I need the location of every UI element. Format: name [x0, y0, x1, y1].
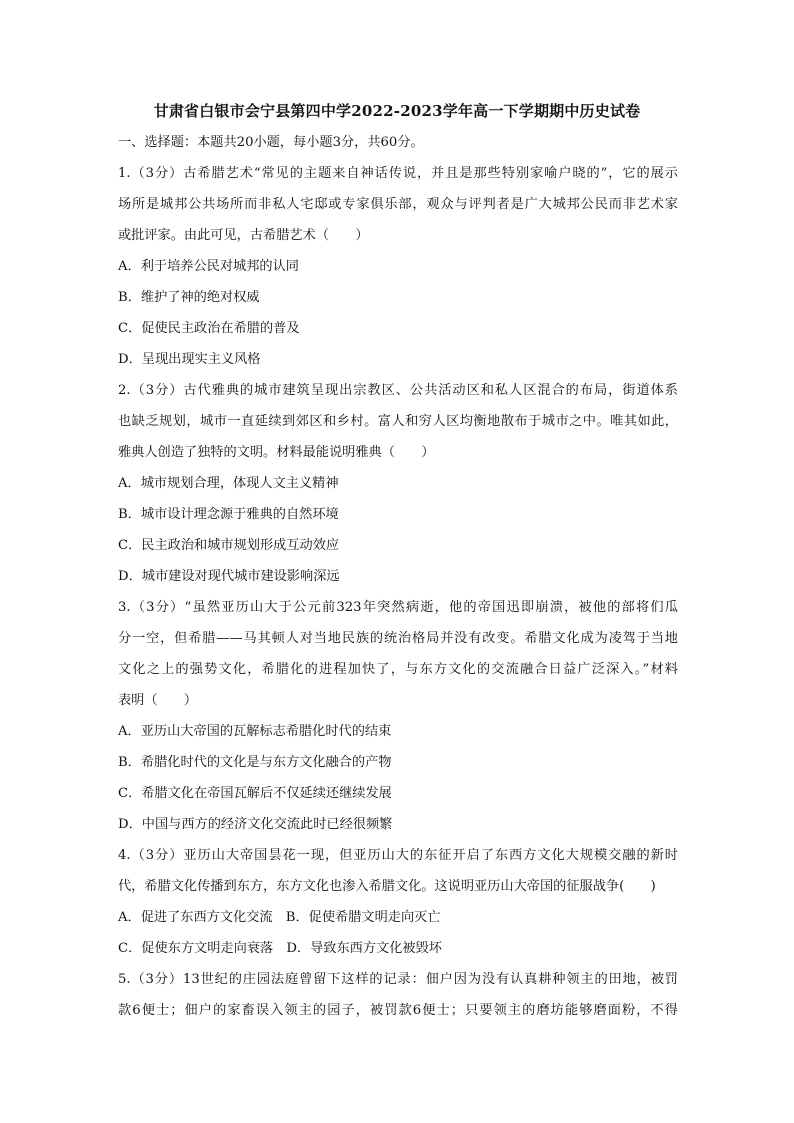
- stem-line: 4.（3分）亚历山大帝国昙花一现，但亚历山大的东征开启了东西方文化大规模交融的新时: [118, 848, 678, 863]
- question-stem: [118, 597, 678, 721]
- stem-line: 表明（ ）: [118, 693, 198, 708]
- option-d[interactable]: D．呈现出现实主义风格: [118, 352, 261, 367]
- option-d[interactable]: D．中国与西方的经济文化交流此时已经很频繁: [118, 817, 393, 832]
- stem-line: 雅典人创造了独特的文明。材料最能说明雅典（ ）: [118, 445, 435, 460]
- question-stem: [118, 163, 678, 256]
- exam-title: 甘肃省白银市会宁县第四中学2022-2023学年高一下学期期中历史试卷: [153, 102, 641, 120]
- stem-line: 文化之上的强势文化，希腊化的进程加快了，与东方文化的交流融合日益广泛深入。”材料: [118, 662, 678, 677]
- option-b[interactable]: B．城市设计理念源于雅典的自然环境: [118, 507, 339, 522]
- question-5: [118, 969, 678, 1031]
- stem-line: 5.（3分）13世纪的庄园法庭曾留下这样的记录：佃户因为没有认真耕种领主的田地，被罚: [118, 972, 678, 987]
- stem-line: 1.（3分）古希腊艺术“常见的主题来自神话传说，并且是那些特别家喻户晓的”，它的展示: [118, 166, 678, 181]
- option-a[interactable]: A．利于培养公民对城邦的认同: [118, 259, 299, 274]
- option-a[interactable]: A．亚历山大帝国的瓦解标志希腊化时代的结束: [118, 724, 392, 739]
- stem-line: 分一空，但希腊——马其顿人对当地民族的统治格局并没有改变。希腊文化成为凌驾于当地: [118, 631, 678, 646]
- stem-line: 或批评家。由此可见，古希腊艺术（ ）: [118, 228, 369, 243]
- question-3: [118, 597, 678, 845]
- stem-line: 代，希腊文化传播到东方，东方文化也渗入希腊文化。这说明亚历山大帝国的征服战争( ): [118, 879, 656, 894]
- question-2: [118, 380, 678, 597]
- question-stem: [118, 845, 678, 907]
- question-stem: [118, 969, 678, 1031]
- question-4: [118, 845, 678, 969]
- option-c[interactable]: C．希腊文化在帝国瓦解后不仅延续还继续发展: [118, 786, 392, 801]
- option-a[interactable]: A．城市规划合理，体现人文主义精神: [118, 476, 339, 491]
- section-heading: 一、选择题：本题共20小题，每小题3分，共60分。: [118, 135, 424, 150]
- stem-line: 款6便士；佃户的家畜误入领主的园子，被罚款6便士；只要领主的磨坊能够磨面粉，不得: [118, 1003, 678, 1018]
- option-row-cd[interactable]: C．促使东方文明走向衰落 D．导致东西方文化被毁坏: [118, 941, 442, 956]
- stem-line: 2.（3分）古代雅典的城市建筑呈现出宗教区、公共活动区和私人区混合的布局，街道体系: [118, 383, 678, 398]
- stem-line: 场所是城邦公共场所而非私人宅邸或专家俱乐部，观众与评判者是广大城邦公民而非艺术家: [118, 197, 678, 212]
- stem-line: 也缺乏规划，城市一直延续到郊区和乡村。富人和穷人区均衡地散布于城市之中。唯其如此，: [118, 414, 678, 429]
- option-b[interactable]: B．希腊化时代的文化是与东方文化融合的产物: [118, 755, 392, 770]
- stem-line: 3.（3分）“虽然亚历山大于公元前323年突然病逝，他的帝国迅即崩溃，被他的部将们瓜: [118, 600, 678, 615]
- option-c[interactable]: C．民主政治和城市规划形成互动效应: [118, 538, 340, 553]
- option-d[interactable]: D．城市建设对现代城市建设影响深远: [118, 569, 340, 584]
- option-b[interactable]: B．维护了神的绝对权威: [118, 290, 260, 305]
- question-stem: [118, 380, 678, 473]
- question-1: [118, 163, 678, 380]
- exam-content: [118, 132, 678, 1031]
- option-c[interactable]: C．促使民主政治在希腊的普及: [118, 321, 300, 336]
- option-row-ab[interactable]: A．促进了东西方文化交流 B．促使希腊文明走向灭亡: [118, 910, 441, 925]
